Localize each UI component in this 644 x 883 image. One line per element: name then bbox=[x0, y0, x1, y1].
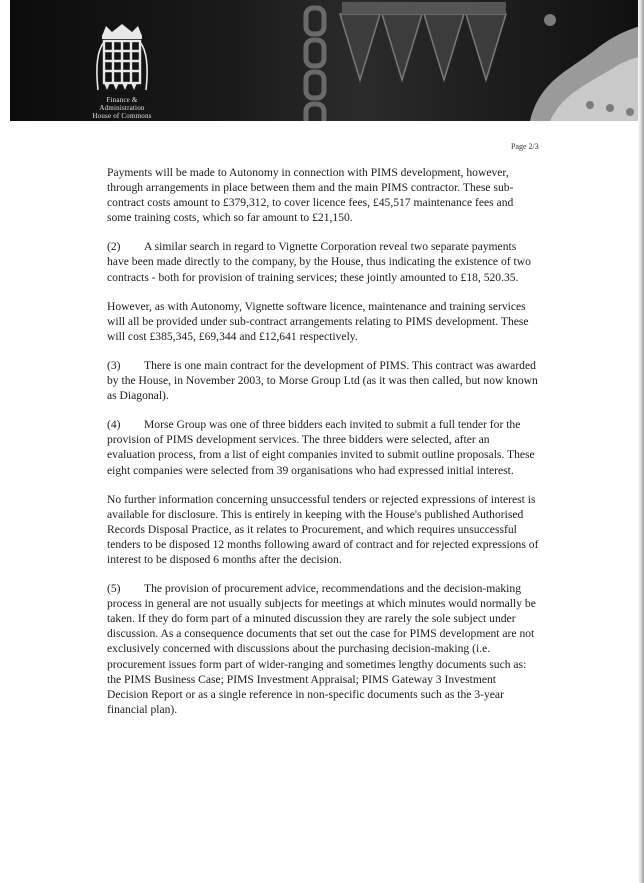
logo-line-1: Finance & bbox=[106, 96, 138, 104]
scan-edge-shadow bbox=[638, 0, 644, 883]
paragraph-5-procurement bbox=[107, 581, 539, 717]
paragraph-text: However, as with Autonomy, Vignette software licence, maintenance and training services will all be provided under sub-contract arrangements relating to PIMS development. These will cost £385,345, £69,344 and £12,641 respectively. bbox=[107, 299, 529, 343]
paragraph-autonomy-payments bbox=[107, 165, 539, 225]
paragraph-number: (2) bbox=[107, 240, 121, 254]
paragraph-4-bidders bbox=[107, 417, 539, 477]
logo-line-2: Administration bbox=[99, 104, 145, 112]
paragraph-number: (4) bbox=[107, 418, 121, 432]
paragraph-text: The provision of procurement advice, recommendations and the decision-making process in general are not usually subjects for meetings at which minutes would normally be taken. If they do form part of a minuted discussion they are rarely the sole subject under discussion. As a consequence documents that set out the case for PIMS development are not exclusively concerned with discussions about the purchasing decision-making (i.e. procurement issues form part of wider-ranging and sometimes lengthy documents such as: the PIMS Business Case; PIMS Investment Appraisal; PIMS Gateway 3 Investment Decision Report or as a single reference in non-specific documents such as the 3-year financial plan). bbox=[107, 582, 536, 716]
paragraph-text: Morse Group was one of three bidders each invited to submit a full tender for the provision of PIMS development services. The three bidders were selected, after an evaluation process, from a list of eight companies invited to submit outline proposals. These eight companies were selected from 39 organisations who had expressed initial interest. bbox=[107, 418, 535, 477]
portcullis-icon bbox=[92, 22, 152, 94]
paragraph-text: No further information concerning unsuccessful tenders or rejected expressions of interest is available for disclosure. This is entirely in keeping with the House's published Authorised Records Disposal Practice, as it relates to Procurement, and which requires unsuccessful tenders to be disposed 12 months following award of contract and for rejected expressions of interest to be disposed 6 months after the decision. bbox=[107, 492, 539, 566]
letter-body bbox=[107, 165, 539, 731]
paragraph-number: (3) bbox=[107, 358, 121, 372]
paragraph-disclosure bbox=[107, 492, 539, 567]
paragraph-text: Payments will be made to Autonomy in connection with PIMS development, however, through arrangements in place between them and the main PIMS contractor. These sub-contract costs amount to £379,312, to cover licence fees, £45,517 maintenance fees and some training costs, which so far amount to £21,150. bbox=[107, 166, 514, 225]
paragraph-text: There is one main contract for the development of PIMS. This contract was awarded by the House, in November 2003, to Morse Group Ltd (as it was then called, but now known as Diagonal). bbox=[107, 358, 538, 403]
page-number: Page 2/3 bbox=[511, 142, 539, 151]
paragraph-3-main-contract bbox=[107, 358, 539, 403]
paragraph-text: A similar search in regard to Vignette Corporation reveal two separate payments have been made directly to the company, by the House, thus indicating the existence of two contracts - both for provision of training services; these jointly amounted to £18, 520.35. bbox=[107, 240, 531, 284]
logo-line-3: House of Commons bbox=[92, 112, 152, 120]
paragraph-2-vignette bbox=[107, 239, 539, 284]
paragraph-vignette-subcontract bbox=[107, 299, 539, 344]
letterhead-banner bbox=[10, 0, 644, 121]
paragraph-number: (5) bbox=[107, 582, 121, 596]
house-of-commons-logo bbox=[82, 22, 162, 120]
